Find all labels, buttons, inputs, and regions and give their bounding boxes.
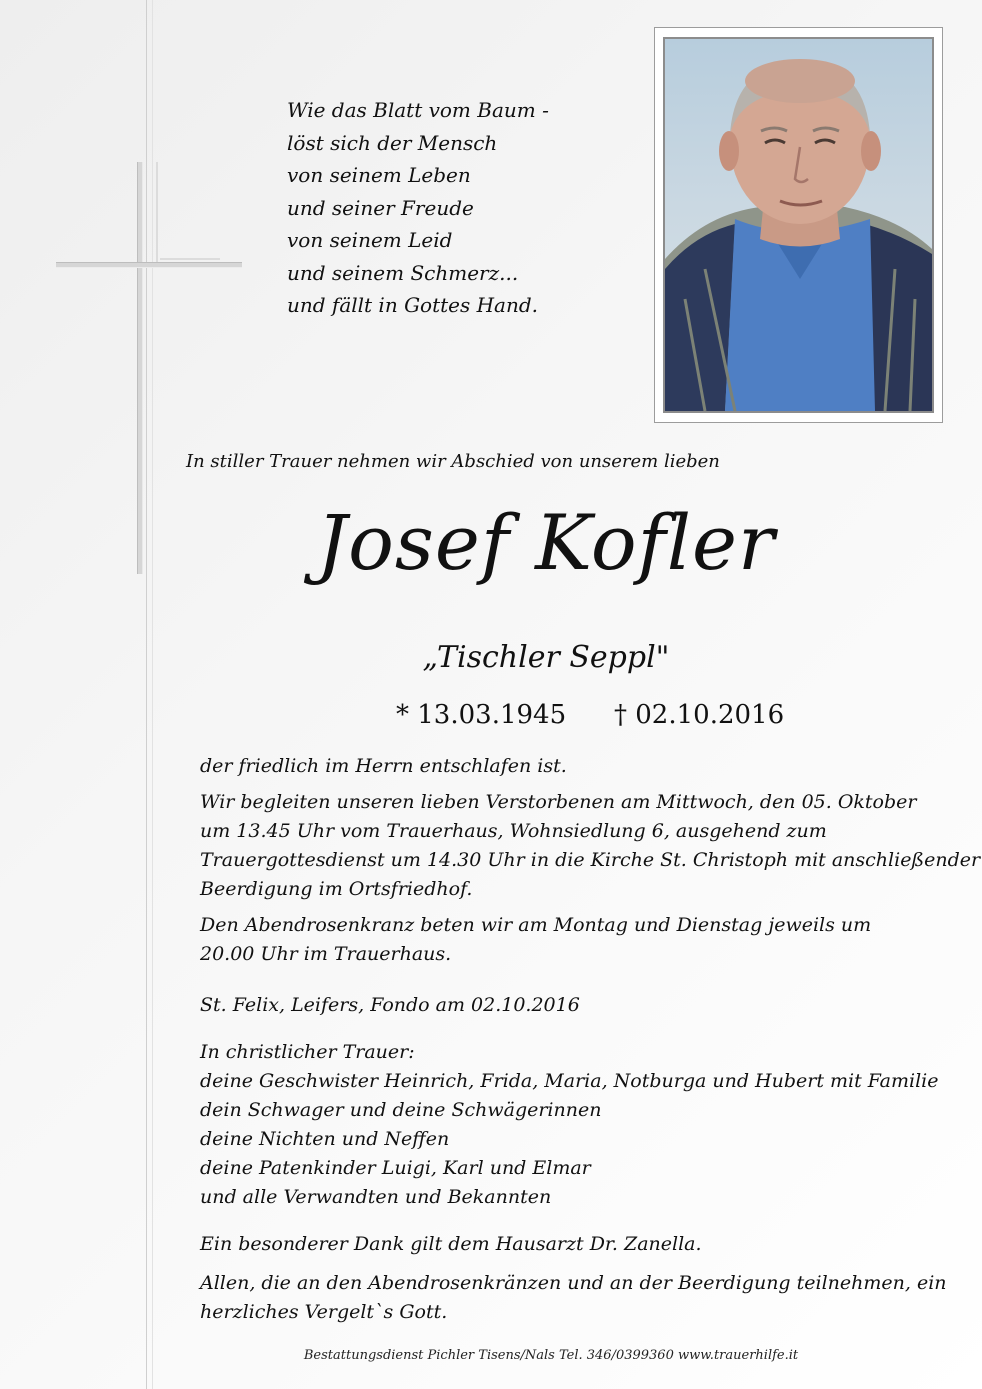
portrait-illustration <box>665 39 932 411</box>
mourners-line: In christlicher Trauer: <box>200 1041 415 1063</box>
mourners-line: deine Nichten und Neffen <box>200 1128 450 1150</box>
poem-line: von seinem Leben <box>287 163 471 187</box>
poem-line: und fällt in Gottes Hand. <box>287 293 539 317</box>
rosary-line: 20.00 Uhr im Trauerhaus. <box>200 943 452 965</box>
deceased-name: Josef Kofler <box>316 498 776 587</box>
poem <box>287 94 549 322</box>
place-date: St. Felix, Leifers, Fondo am 02.10.2016 <box>200 994 580 1016</box>
poem-line: von seinem Leid <box>287 228 453 252</box>
funeral-home-footer: Bestattungsdienst Pichler Tisens/Nals Tel. 346/0399360 www.trauerhilfe.it <box>303 1348 799 1363</box>
nickname: „Tischler Seppl" <box>422 640 670 675</box>
closing-line: Allen, die an den Abendrosenkränzen und an der Beerdigung teilnehmen, ein <box>200 1272 947 1294</box>
birth-date: * 13.03.1945 <box>396 700 567 730</box>
poem-line: und seinem Schmerz... <box>287 260 519 285</box>
funeral-line: Trauergottesdienst um 14.30 Uhr in die Kirche St. Christoph mit anschließender <box>200 849 981 871</box>
mourners-line: dein Schwager und deine Schwägerinnen <box>200 1099 602 1121</box>
poem-line: Wie das Blatt vom Baum - <box>287 98 549 122</box>
funeral-line: um 13.45 Uhr vom Trauerhaus, Wohnsiedlung 6, ausgehend zum <box>200 820 827 842</box>
mourners-line: deine Geschwister Heinrich, Frida, Maria, Notburga und Hubert mit Familie <box>200 1070 939 1092</box>
closing-line: herzliches Vergelt`s Gott. <box>200 1301 448 1323</box>
mourners-list <box>200 1038 939 1212</box>
left-band-line <box>146 0 147 1389</box>
mourners-line: deine Patenkinder Luigi, Karl und Elmar <box>200 1157 591 1179</box>
portrait-photo <box>663 37 934 413</box>
funeral-line: Beerdigung im Ortsfriedhof. <box>200 878 473 900</box>
funeral-details <box>200 788 980 904</box>
intro-text: In stiller Trauer nehmen wir Abschied von unserem lieben <box>186 451 720 472</box>
poem-line: löst sich der Mensch <box>287 130 498 155</box>
closing-text <box>200 1269 947 1327</box>
funeral-line: Wir begleiten unseren lieben Verstorbenen am Mittwoch, den 05. Oktober <box>200 791 917 813</box>
rosary-details <box>200 911 871 969</box>
portrait-frame <box>654 27 943 423</box>
poem-line: und seiner Freude <box>287 195 474 220</box>
left-band-line-light <box>152 0 153 1389</box>
rosary-line: Den Abendrosenkranz beten wir am Montag und Dienstag jeweils um <box>200 914 872 936</box>
death-date: † 02.10.2016 <box>614 700 785 730</box>
passing-text: der friedlich im Herrn entschlafen ist. <box>200 755 567 777</box>
mourners-line: und alle Verwandten und Bekannten <box>200 1186 552 1208</box>
thanks-text: Ein besonderer Dank gilt dem Hausarzt Dr. Zanella. <box>200 1233 702 1255</box>
